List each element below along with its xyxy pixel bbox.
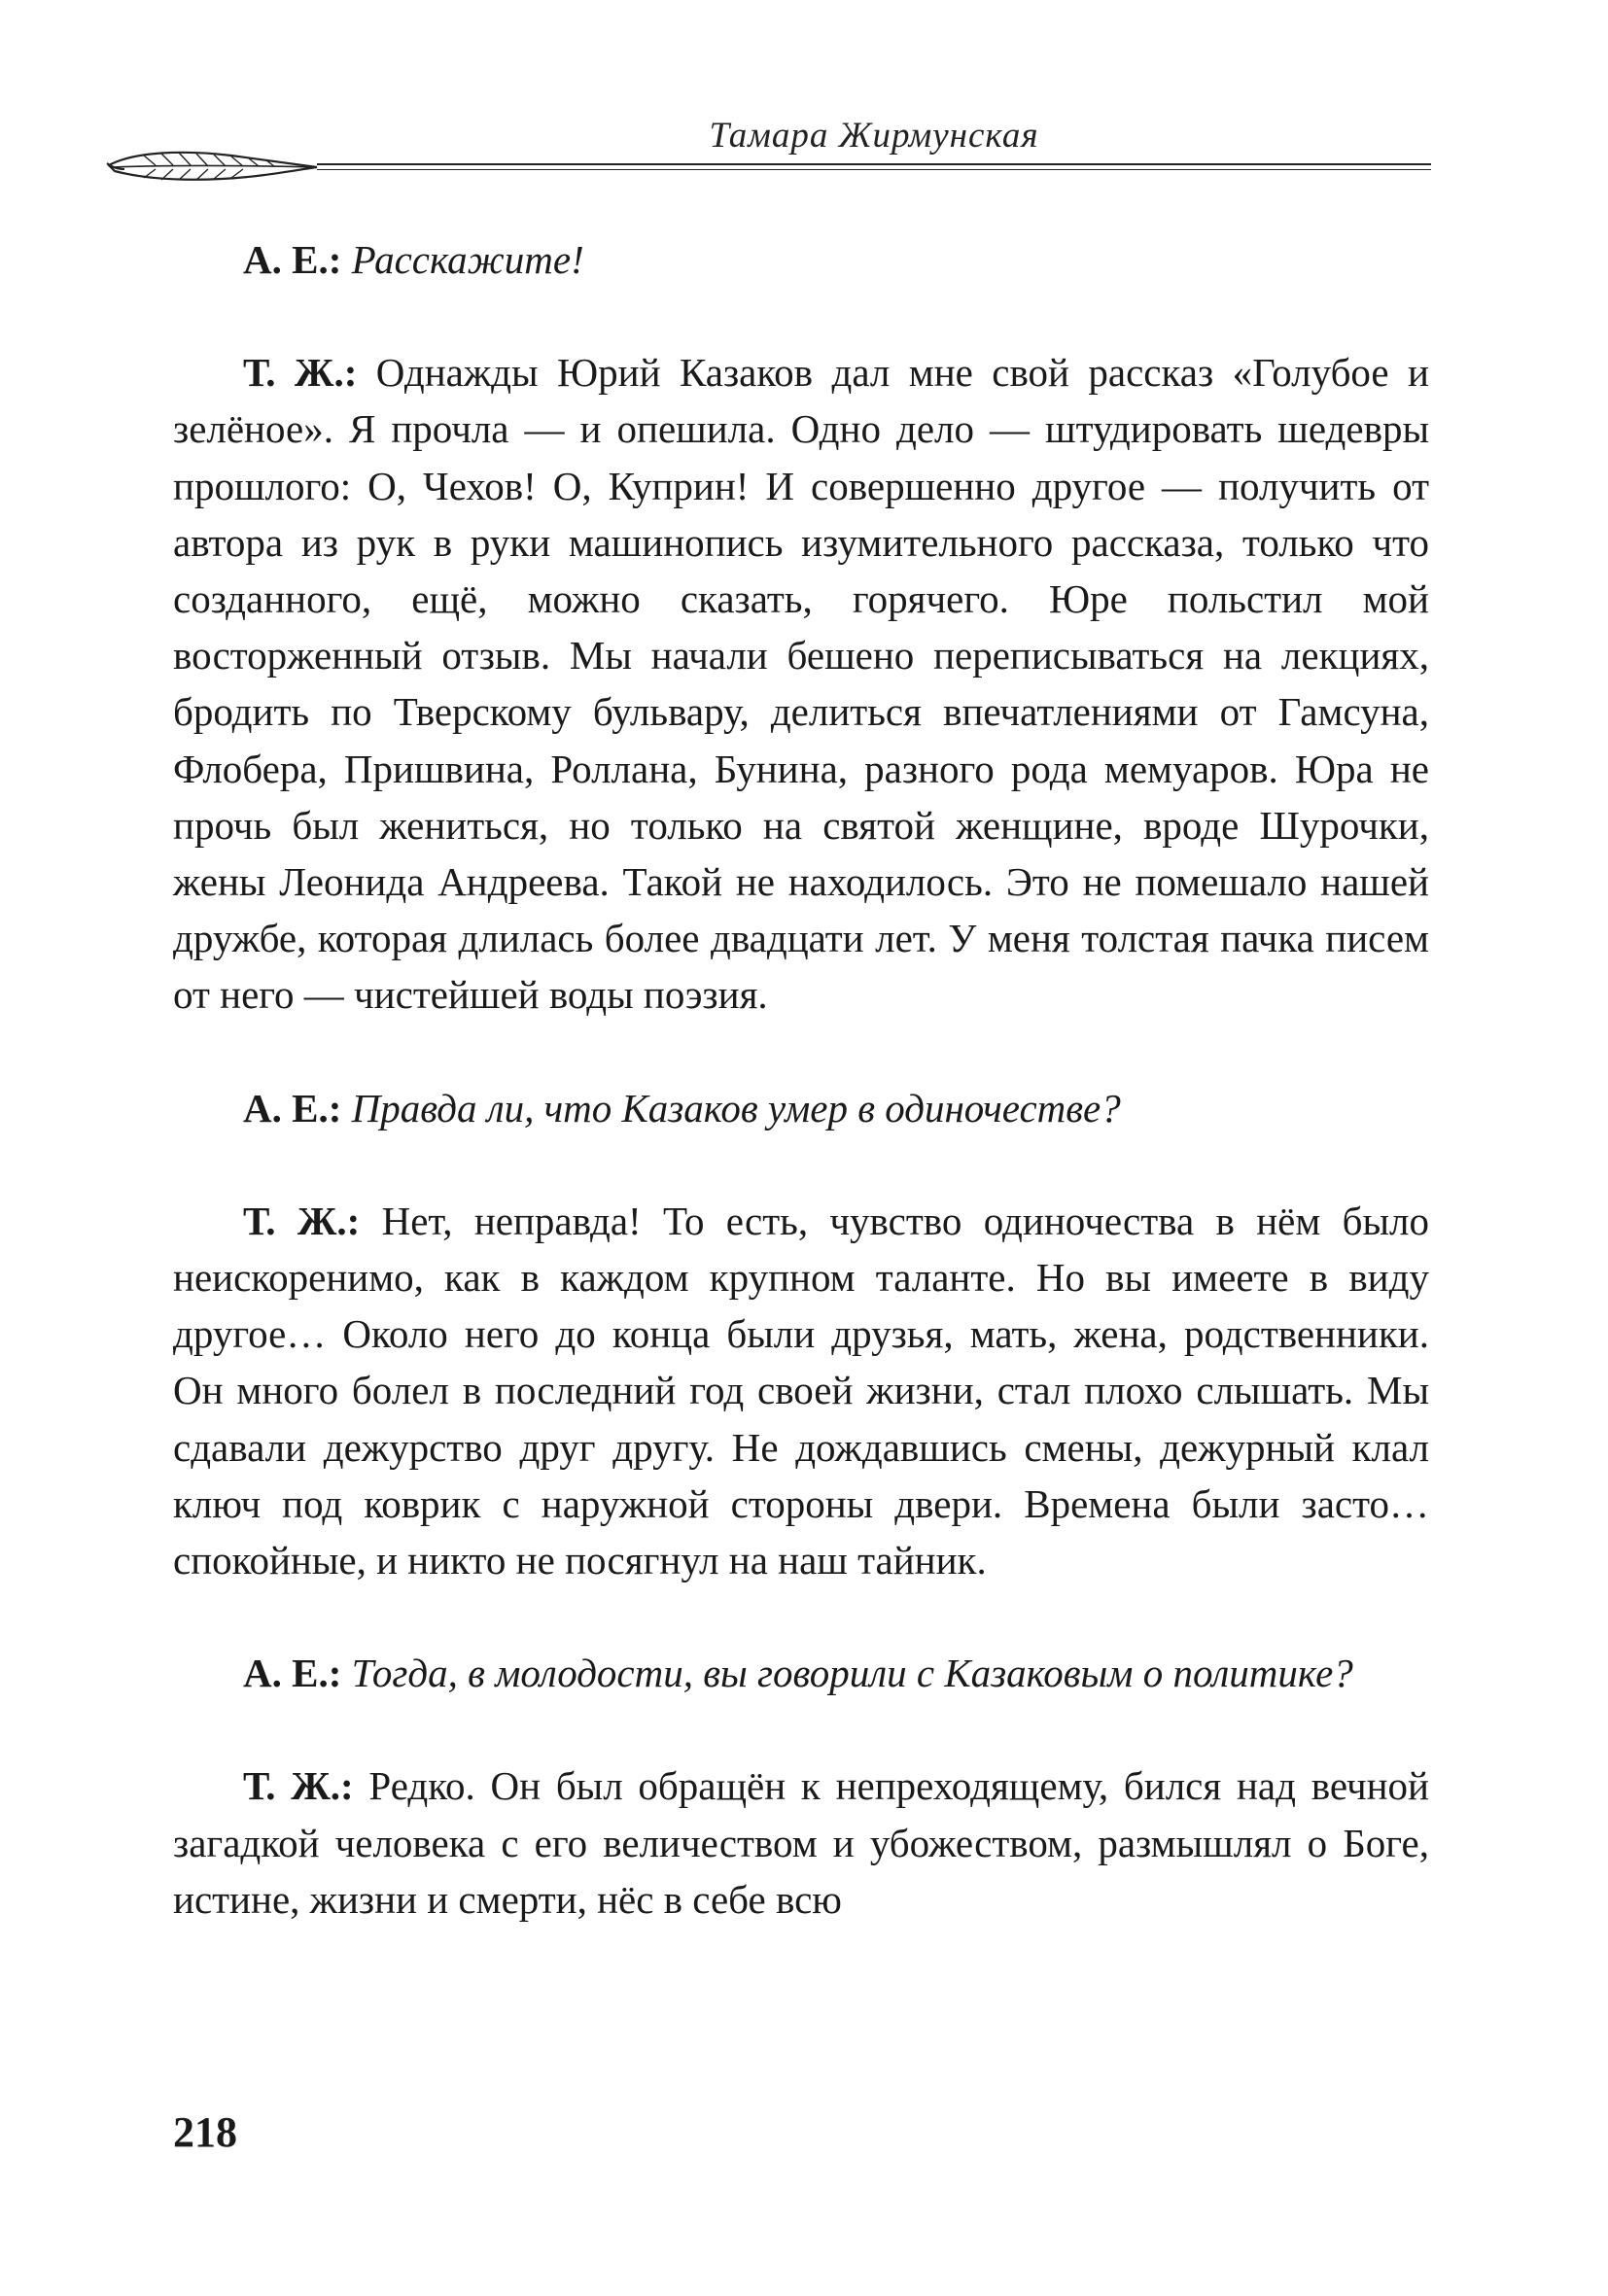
speaker-label: Т. Ж.:: [243, 1198, 361, 1243]
paragraph-text: Нет, неправда! То есть, чувство одиночества в нём было неискоренимо, как в каждом крупном таланте. Но вы имеете в виду другое… Около него до конца были друзья, мать, жена, родственники. Он много болел в последний год своей жизни, стал плохо слышать. Мы сдавали дежурство друг другу. Не дождавшись смены, дежурный клал ключ под коврик с наружной стороны двери. Времена были засто… спокойные, и никто не посягнул на наш тайник.: [173, 1198, 1429, 1583]
paragraph-text: Редко. Он был обращён к непреходящему, бился над вечной загадкой человека с его величеством и убожеством, размышлял о Боге, истине, жизни и смерти, нёс в себе всю: [173, 1763, 1430, 1922]
speaker-label: А. Е.:: [243, 1085, 342, 1131]
header-rule: [317, 163, 1431, 165]
speaker-label: Т. Ж.:: [243, 350, 358, 396]
speaker-label: А. Е.:: [243, 237, 342, 282]
speaker-label: А. Е.:: [243, 1651, 342, 1696]
answer-paragraph: [173, 1757, 1429, 1928]
running-header: [0, 0, 1608, 194]
answer-paragraph: [173, 344, 1429, 1023]
paragraph-text: Однажды Юрий Казаков дал мне свой рассказ «Голубое и зелёное». Я прочла — и опешила. Одно дело — штудировать шедевры прошлого: О, Чехов! О, Куприн! И совершенно другое — получить от автора из рук в руки машинопись изумительного рассказа, только что созданного, ещё, можно сказать, горячего. Юре польстил мой восторженный отзыв. Мы начали бешено переписываться на лекциях, бродить по Тверскому бульвару, делиться впечатлениями от Гамсуна, Флобера, Пришвина, Роллана, Бунина, разного рода мемуаров. Юра не прочь был жениться, но только на святой женщине, вроде Шурочки, жены Леонида Андреева. Такой не находилось. Это не помешало нашей дружбе, которая длилась более двадцати лет. У меня толстая пачка писем от него — чистейшей воды поэзия.: [173, 350, 1429, 1018]
question-paragraph: [173, 231, 1429, 288]
header-rule: [317, 169, 1431, 170]
paragraph-text: Тогда, в молодости, вы говорили с Казаковым о политике?: [341, 1651, 1353, 1696]
running-header-title: Тамара Жирмунская: [709, 116, 1039, 156]
body-text: [173, 231, 1429, 1928]
feather-icon: [105, 146, 321, 187]
question-paragraph: [173, 1645, 1429, 1701]
page-number: 218: [173, 2108, 237, 2156]
speaker-label: Т. Ж.:: [243, 1763, 354, 1809]
answer-paragraph: [173, 1193, 1429, 1588]
paragraph-text: Правда ли, что Казаков умер в одиночестве?: [341, 1085, 1121, 1131]
question-paragraph: [173, 1080, 1429, 1136]
paragraph-text: Расскажите!: [341, 237, 584, 282]
